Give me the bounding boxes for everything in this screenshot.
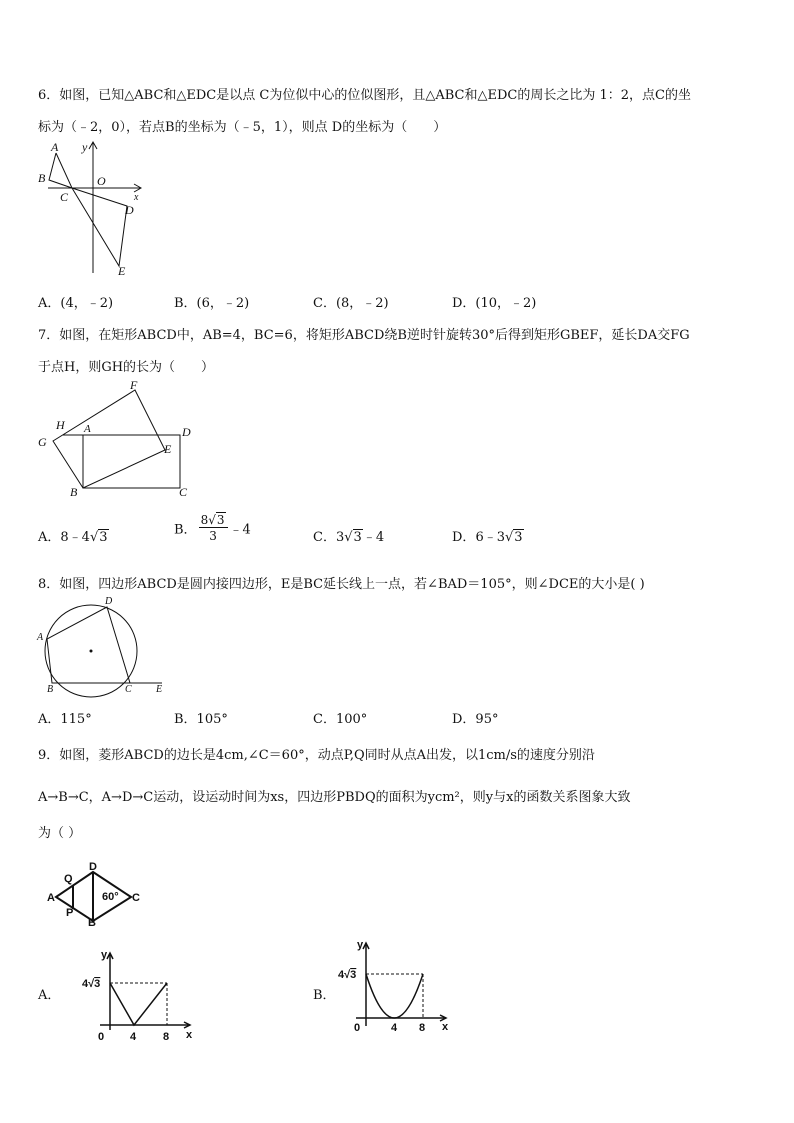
q6-figure — [30, 138, 150, 283]
origin-label: 0 — [354, 1022, 361, 1034]
label-f: F — [130, 378, 138, 392]
label-d: D — [89, 861, 97, 873]
q6-option-d[interactable]: D．(10，﹣2) — [452, 296, 537, 311]
triangle-edc — [72, 188, 127, 266]
label-e: E — [156, 684, 163, 695]
q6-option-c[interactable]: C．(8，﹣2) — [313, 296, 389, 311]
q8-figure — [32, 596, 172, 700]
q6-stem-line2: 标为（﹣2，0），若点B的坐标为（﹣5，1），则点 D的坐标为（ ） — [38, 120, 447, 135]
option-a-radicand: 3 — [99, 530, 108, 545]
label-a: A — [37, 632, 44, 643]
label-b: B — [70, 485, 78, 499]
fraction-numerator-coef: 8 — [200, 513, 209, 527]
ymax-coef: 4 — [82, 978, 89, 990]
ymax-tick: 4√3 — [82, 978, 101, 990]
ymax-coef: 4 — [338, 969, 345, 981]
label-d: D — [182, 425, 191, 439]
label-o: O — [97, 174, 106, 188]
option-d-label: D． — [452, 530, 476, 545]
q9-graph-a[interactable] — [82, 948, 202, 1042]
angle-c-label: 60° — [102, 891, 119, 903]
q6-stem-line1: 6．如图，已知△ABC和△EDC是以点 C为位似中心的位似图形，且△ABC和△EDC的周长之比为 1：2，点C的坐 — [38, 88, 691, 103]
q7-figure — [30, 378, 205, 503]
label-a: A — [84, 423, 91, 435]
x-label: x — [442, 1021, 449, 1033]
label-d: D — [105, 596, 113, 607]
x-tick-8: 8 — [419, 1022, 426, 1034]
label-e: E — [164, 442, 172, 456]
q7-option-a[interactable] — [38, 526, 109, 545]
q9-stem-line3: 为（ ） — [38, 826, 82, 841]
q9-stem-line1: 9．如图，菱形ABCD的边长是4cm,∠C＝60°，动点P,Q同时从点A出发，以1cm/s的速度分别沿 — [38, 748, 595, 763]
q7-stem-line2: 于点H，则GH的长为（ ） — [38, 360, 215, 375]
ymax-radicand: 3 — [94, 978, 101, 990]
sqrt-sign: √ — [504, 530, 514, 545]
ymax-tick: 4√3 — [338, 969, 357, 981]
function-curve — [110, 983, 167, 1025]
q9-option-b-label[interactable]: B． — [313, 988, 336, 1003]
fraction-numerator-radicand: 3 — [216, 513, 225, 527]
label-a: A — [47, 892, 55, 904]
label-x: x — [134, 192, 139, 203]
q7-stem-line1: 7．如图，在矩形ABCD中，AB=4，BC=6，将矩形ABCD绕B逆时针旋转30°后得到矩形GBEF，延长DA交FG — [38, 328, 690, 343]
option-d-radicand: 3 — [514, 530, 523, 545]
option-c-radicand: 3 — [353, 530, 362, 545]
option-c-suffix: ﹣4 — [362, 530, 385, 545]
label-d: D — [125, 203, 134, 217]
q9-stem-line2: A→B→C，A→D→C运动，设运动时间为xs，四边形PBDQ的面积为ycm²，则y与x的函数关系图象大致 — [38, 790, 631, 805]
q6-option-a[interactable]: A．(4，﹣2) — [38, 296, 114, 311]
q7-option-d[interactable] — [452, 526, 524, 545]
label-c: C — [125, 684, 132, 695]
label-h: H — [56, 418, 65, 432]
sqrt-sign: √ — [344, 530, 353, 545]
triangle-abc — [49, 153, 72, 188]
label-c: C — [179, 485, 188, 499]
label-b: B — [47, 684, 54, 695]
option-c-coef: 3 — [335, 530, 345, 545]
option-b-suffix: ﹣4 — [229, 522, 251, 538]
quadrilateral-abcd — [47, 607, 130, 683]
label-a: A — [51, 140, 59, 154]
q8-option-b[interactable]: B．105° — [174, 712, 228, 727]
q8-option-c[interactable]: C．100° — [313, 712, 368, 727]
q9-option-a-label[interactable]: A． — [38, 988, 61, 1003]
q8-option-d[interactable]: D．95° — [452, 712, 499, 727]
label-c: C — [132, 892, 140, 904]
origin-label: 0 — [98, 1031, 105, 1043]
option-a-label: A． — [38, 530, 61, 545]
label-g: G — [38, 435, 47, 449]
label-e: E — [118, 264, 126, 278]
circle-center — [90, 650, 93, 653]
function-curve — [366, 974, 423, 1018]
q8-option-a[interactable]: A．115° — [38, 712, 92, 727]
x-tick-4: 4 — [391, 1022, 398, 1034]
option-b-label: B． — [174, 522, 197, 538]
label-b: B — [88, 917, 96, 929]
label-q: Q — [64, 873, 73, 885]
x-tick-8: 8 — [163, 1031, 170, 1043]
x-label: x — [186, 1029, 193, 1041]
label-c: C — [60, 190, 69, 204]
y-label: y — [101, 949, 108, 961]
q6-option-b[interactable]: B．(6，﹣2) — [174, 296, 250, 311]
option-a-value: 8﹣4 — [60, 530, 90, 545]
q8-stem-line1: 8．如图，四边形ABCD是圆内接四边形，E是BC延长线上一点，若∠BAD＝105°，则∠DCE的大小是( ) — [38, 577, 645, 592]
label-y: y — [82, 140, 88, 154]
fraction-denominator: 3 — [209, 529, 217, 543]
x-tick-4: 4 — [130, 1031, 137, 1043]
option-d-value: 6﹣3 — [475, 530, 505, 545]
q9-graph-b[interactable] — [338, 938, 458, 1032]
rectangle-gbef — [53, 390, 165, 488]
q7-option-c[interactable] — [313, 526, 384, 545]
q7-option-b[interactable] — [174, 514, 251, 542]
option-b-fraction: $\frac{8√3}{3}$ — [199, 514, 228, 542]
ymax-radicand: 3 — [350, 969, 357, 981]
q9-rhombus-figure — [44, 860, 154, 928]
sqrt-sign: √ — [89, 530, 99, 545]
option-c-label: C． — [313, 530, 336, 545]
label-p: P — [66, 907, 74, 919]
label-b: B — [38, 171, 46, 185]
y-label: y — [357, 939, 364, 951]
